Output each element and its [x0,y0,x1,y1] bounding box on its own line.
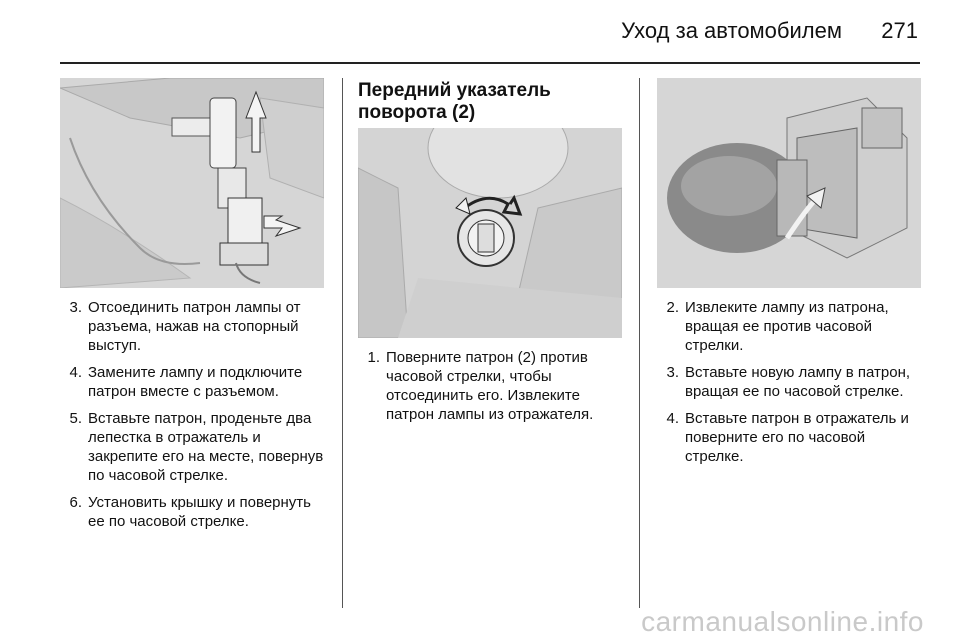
step-number: 2. [666,299,679,316]
step-number: 3. [666,364,679,381]
list-item [358,348,626,424]
step-number: 4. [666,410,679,427]
header-rule [60,62,920,64]
step-text: Вставьте новую лампу в патрон, вращая ее по часовой стрелке. [685,364,911,400]
step-number: 1. [367,349,380,366]
section-heading-front-turn-signal: Передний указатель поворота (2) [358,80,551,123]
list-item [657,298,925,355]
step-text: Замените лампу и подключите патрон вместе с разъемом. [88,364,303,400]
turn-signal-socket-illustration [358,128,622,338]
step-text: Вставьте патрон в отражатель и поверните его по часовой стрелке. [685,410,909,465]
middle-steps-list [358,348,626,432]
step-text: Поверните патрон (2) против часовой стрелки, чтобы отсоединить его. Извлеките патрон лампы из отражателя. [386,349,594,423]
watermark: carmanualsonline.info [641,606,924,637]
column-divider-right [639,78,640,608]
step-text: Извлеките лампу из патрона, вращая ее против часовой стрелки. [685,299,889,354]
turn-signal-bulb-illustration [657,78,921,288]
column-divider-left [342,78,343,608]
headlamp-bulb-illustration [60,78,324,288]
list-item [60,493,330,531]
step-number: 5. [69,410,82,427]
step-number: 3. [69,299,82,316]
list-item [60,363,330,401]
page-number: 271 [881,18,918,43]
step-text: Вставьте патрон, проденьте два лепестка в отражатель и закрепите его на месте, повернув по часовой стрелке. [88,410,324,484]
step-text: Отсоединить патрон лампы от разъема, нажав на стопорный выступ. [88,299,301,354]
list-item [657,363,925,401]
step-number: 4. [69,364,82,381]
list-item [60,409,330,485]
step-number: 6. [69,494,82,511]
list-item [657,409,925,466]
step-text: Установить крышку и повернуть ее по часовой стрелке. [88,494,311,530]
list-item [60,298,330,355]
page-title: Уход за автомобилем [621,18,842,43]
right-steps-list [657,298,925,474]
left-steps-list [60,298,330,539]
